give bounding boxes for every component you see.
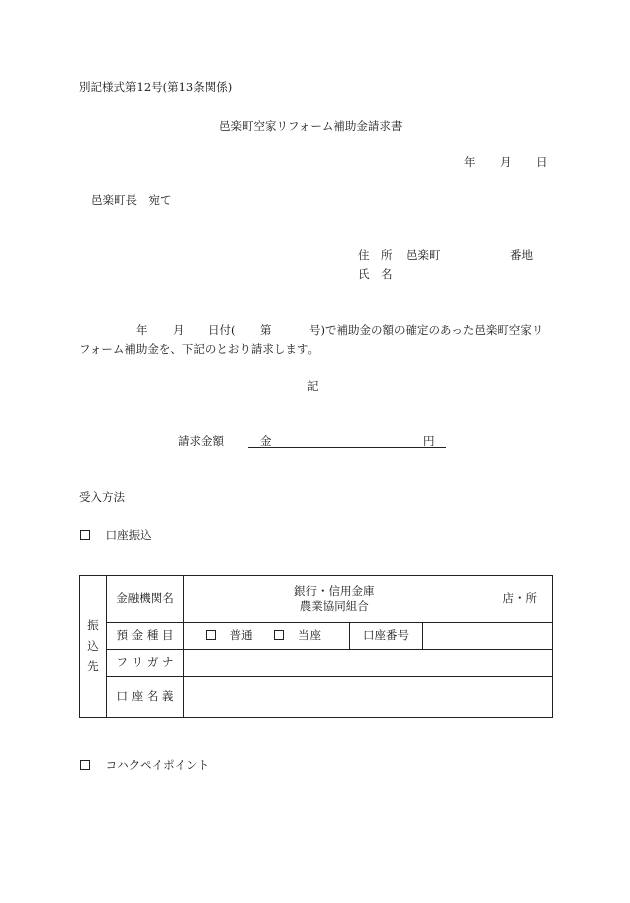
amount-prefix: 金 bbox=[260, 434, 272, 448]
furigana-label: フ リ ガ ナ bbox=[107, 650, 184, 677]
transfer-option-label: 口座振込 bbox=[105, 528, 152, 542]
body-line1-rest: 号)で補助金の額の確定のあった邑楽町空家リ bbox=[309, 323, 544, 337]
body-day: 日付( bbox=[208, 323, 236, 337]
addressee: 邑楽町長 宛て bbox=[91, 193, 172, 207]
account-number-cell[interactable] bbox=[423, 623, 553, 650]
side-header: 振 込 先 bbox=[80, 576, 107, 718]
bank-name-label: 金融機関名 bbox=[107, 576, 184, 623]
document-title: 邑楽町空家リフォーム補助金請求書 bbox=[219, 119, 403, 133]
address-label: 住 所 bbox=[358, 248, 393, 262]
account-number-label: 口座番号 bbox=[350, 623, 423, 650]
date-year: 年 bbox=[464, 155, 476, 169]
amount-underline bbox=[248, 447, 446, 448]
ordinary-label: 普通 bbox=[229, 628, 253, 643]
account-holder-cell[interactable] bbox=[184, 677, 553, 718]
amount-label: 請求金額 bbox=[178, 434, 224, 448]
current-label: 当座 bbox=[297, 628, 321, 643]
transfer-option[interactable] bbox=[80, 529, 152, 543]
current-checkbox[interactable] bbox=[274, 630, 284, 640]
bank-type-line2: 農業協同組合 bbox=[299, 599, 369, 613]
ki-mark: 記 bbox=[307, 379, 319, 393]
date-month: 月 bbox=[500, 155, 512, 169]
transfer-checkbox[interactable] bbox=[80, 530, 90, 540]
body-line2: フォーム補助金を、下記のとおり請求します。 bbox=[79, 342, 320, 356]
body-no: 第 bbox=[260, 323, 272, 337]
points-option-label: コハクペイポイント bbox=[105, 758, 210, 772]
bank-name-cell[interactable] bbox=[184, 576, 553, 623]
address-suffix: 番地 bbox=[510, 248, 533, 262]
points-checkbox[interactable] bbox=[80, 760, 90, 770]
body-year: 年 bbox=[136, 323, 148, 337]
branch-label: 店・所 bbox=[502, 591, 538, 605]
bank-type-line1: 銀行・信用金庫 bbox=[294, 584, 375, 598]
amount-suffix: 円 bbox=[423, 434, 435, 448]
furigana-cell[interactable] bbox=[184, 650, 553, 677]
form-number: 別記様式第12号(第13条関係) bbox=[79, 80, 233, 94]
receipt-method-heading: 受入方法 bbox=[79, 490, 125, 504]
address-town: 邑楽町 bbox=[406, 248, 441, 262]
date-day: 日 bbox=[536, 155, 548, 169]
deposit-type-label: 預 金 種 目 bbox=[107, 623, 184, 650]
transfer-table bbox=[79, 575, 553, 718]
ordinary-checkbox[interactable] bbox=[206, 630, 216, 640]
account-holder-label: 口 座 名 義 bbox=[107, 677, 184, 718]
body-month: 月 bbox=[173, 323, 185, 337]
name-label: 氏 名 bbox=[358, 267, 393, 281]
points-option[interactable] bbox=[80, 759, 209, 773]
deposit-type-cell bbox=[184, 623, 350, 650]
